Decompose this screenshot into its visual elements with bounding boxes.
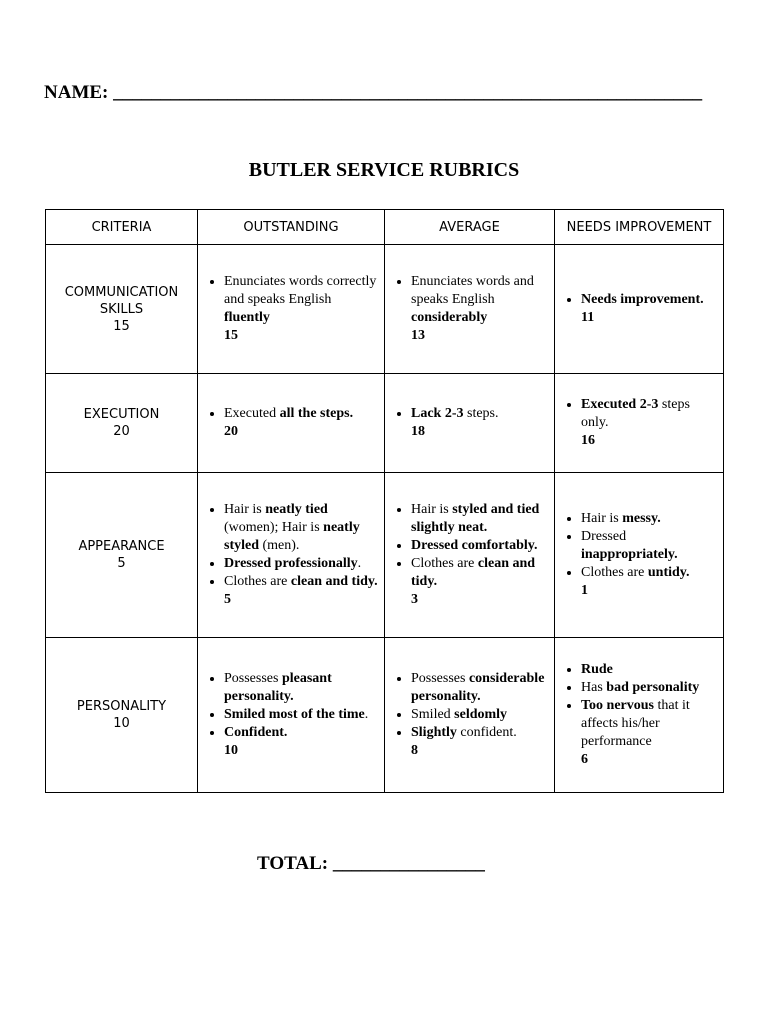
score-value: 8 [411, 743, 418, 758]
score-value: 5 [224, 592, 231, 607]
descriptor-item [581, 528, 717, 564]
descriptor-text: Needs improvement. [581, 292, 704, 307]
criteria-points: 10 [113, 716, 130, 731]
descriptor-text: styled and tied slightly neat. [411, 502, 540, 535]
descriptor-text: Rude [581, 662, 613, 677]
descriptor-text: Clothes are [411, 556, 478, 571]
score-value: 3 [411, 592, 418, 607]
descriptor-text: that it affects his/her performance [581, 698, 690, 749]
score-value: 1 [581, 583, 588, 598]
descriptor-list [202, 501, 378, 591]
descriptor-item [411, 555, 548, 591]
descriptor-list [389, 670, 548, 742]
cell-needs [555, 473, 724, 638]
cell-outstanding [198, 374, 385, 473]
cell-average [385, 374, 555, 473]
criteria-cell [46, 473, 198, 638]
descriptor-text: neatly tied [265, 502, 328, 517]
cell-outstanding [198, 638, 385, 793]
descriptor-text: Too nervous [581, 698, 655, 713]
descriptor-text: pleasant personality. [224, 671, 332, 704]
descriptor-item [411, 724, 548, 742]
score-value: 10 [224, 743, 238, 758]
descriptor-text: messy. [622, 511, 661, 526]
table-row [46, 245, 724, 374]
descriptor-item [224, 670, 378, 706]
descriptor-item [581, 291, 717, 309]
criteria-points: 5 [117, 556, 126, 571]
descriptor-list [559, 291, 717, 309]
descriptor-list [559, 661, 717, 751]
rubric-table [45, 209, 724, 793]
score-value: 16 [581, 433, 595, 448]
descriptor-text: seldomly [454, 707, 508, 722]
page-title: BUTLER SERVICE RUBRICS [248, 159, 520, 181]
descriptor-text: Confident. [224, 725, 288, 740]
cell-average [385, 638, 555, 793]
descriptor-text: untidy. [647, 565, 690, 580]
descriptor-text: (women); Hair is [224, 520, 324, 535]
descriptor-text: (men). [259, 538, 300, 553]
column-header-criteria: CRITERIA [46, 210, 198, 245]
descriptor-item [411, 706, 548, 724]
descriptor-text: considerably [411, 310, 488, 325]
criteria-cell [46, 374, 198, 473]
descriptor-text: fluently [224, 310, 270, 325]
descriptor-text: Smiled [411, 707, 455, 722]
descriptor-text: clean and tidy. [290, 574, 378, 589]
descriptor-text: Dressed comfortably. [411, 538, 538, 553]
descriptor-text: steps. [463, 406, 499, 421]
cell-needs [555, 374, 724, 473]
cell-needs [555, 638, 724, 793]
descriptor-text: . [364, 707, 369, 722]
descriptor-text: Executed [224, 406, 280, 421]
descriptor-list [202, 405, 378, 423]
cell-average [385, 473, 555, 638]
descriptor-item [581, 396, 717, 432]
score-value: 15 [224, 328, 238, 343]
descriptor-text: Has [581, 680, 607, 695]
descriptor-item [581, 679, 717, 697]
score-value: 11 [581, 310, 595, 325]
descriptor-text: all the steps. [279, 406, 354, 421]
descriptor-text: Enunciates words correctly and speaks English [224, 274, 377, 307]
descriptor-text: Dressed [581, 529, 627, 544]
cell-average [385, 245, 555, 374]
table-row [46, 638, 724, 793]
rubric-body [46, 245, 724, 793]
descriptor-item [224, 573, 378, 591]
criteria-label: EXECUTION [83, 407, 160, 422]
descriptor-item [411, 670, 548, 706]
descriptor-item [581, 510, 717, 528]
descriptor-list [202, 670, 378, 742]
descriptor-list [202, 273, 378, 327]
total-field-label: TOTAL: ________________ [257, 853, 485, 874]
criteria-cell [46, 245, 198, 374]
cell-needs [555, 245, 724, 374]
descriptor-text: bad personality [606, 680, 700, 695]
descriptor-item [224, 724, 378, 742]
descriptor-text: Possesses [411, 671, 469, 686]
descriptor-item [224, 706, 378, 724]
descriptor-list [389, 501, 548, 591]
cell-outstanding [198, 245, 385, 374]
descriptor-list [559, 510, 717, 582]
descriptor-text: neatly styled [224, 520, 360, 553]
descriptor-text: inappropriately. [581, 547, 678, 562]
descriptor-item [411, 501, 548, 537]
descriptor-text: Clothes are [581, 565, 648, 580]
criteria-label: COMMUNICATION [64, 284, 179, 300]
descriptor-text: considerable personality. [411, 671, 545, 704]
descriptor-text: Enunciates words and speaks English [411, 274, 534, 307]
descriptor-item [224, 405, 378, 423]
descriptor-item [224, 501, 378, 555]
descriptor-item [411, 537, 548, 555]
descriptor-text: Clothes are [224, 574, 291, 589]
descriptor-list [389, 273, 548, 327]
descriptor-text: Dressed professionally [224, 556, 358, 571]
score-value: 18 [411, 424, 425, 439]
column-header-average: AVERAGE [385, 210, 555, 245]
criteria-points: 20 [113, 424, 130, 439]
cell-outstanding [198, 473, 385, 638]
descriptor-text: Smiled most of the time [224, 707, 365, 722]
descriptor-item [411, 273, 548, 327]
descriptor-text: confident. [456, 725, 517, 740]
criteria-label: APPEARANCE [78, 539, 165, 554]
descriptor-item [581, 697, 717, 751]
score-value: 13 [411, 328, 425, 343]
descriptor-text: clean and tidy. [411, 556, 536, 589]
name-field-label: NAME: ______________________________________________________________ [44, 82, 703, 103]
descriptor-list [389, 405, 548, 423]
descriptor-item [581, 661, 717, 679]
table-header-row [46, 210, 724, 245]
score-value: 6 [581, 752, 588, 767]
descriptor-text: Hair is [581, 511, 623, 526]
descriptor-text: . [357, 556, 362, 571]
column-header-outstanding: OUTSTANDING [198, 210, 385, 245]
column-header-needs-improvement: NEEDS IMPROVEMENT [555, 210, 724, 245]
descriptor-text: Slightly [411, 725, 457, 740]
descriptor-item [411, 405, 548, 423]
descriptor-text: Possesses [224, 671, 282, 686]
criteria-cell [46, 638, 198, 793]
criteria-points: 15 [113, 318, 130, 334]
descriptor-text: steps only. [581, 397, 690, 430]
descriptor-item [224, 555, 378, 573]
descriptor-item [224, 273, 378, 327]
descriptor-text: Hair is [224, 502, 266, 517]
descriptor-list [559, 396, 717, 432]
criteria-label: PERSONALITY [76, 699, 167, 714]
table-row [46, 473, 724, 638]
criteria-label: SKILLS [99, 301, 144, 317]
score-value: 20 [224, 424, 238, 439]
descriptor-text: Executed 2-3 [581, 397, 659, 412]
table-row [46, 374, 724, 473]
descriptor-text: Lack 2-3 [411, 406, 464, 421]
descriptor-item [581, 564, 717, 582]
descriptor-text: Hair is [411, 502, 453, 517]
